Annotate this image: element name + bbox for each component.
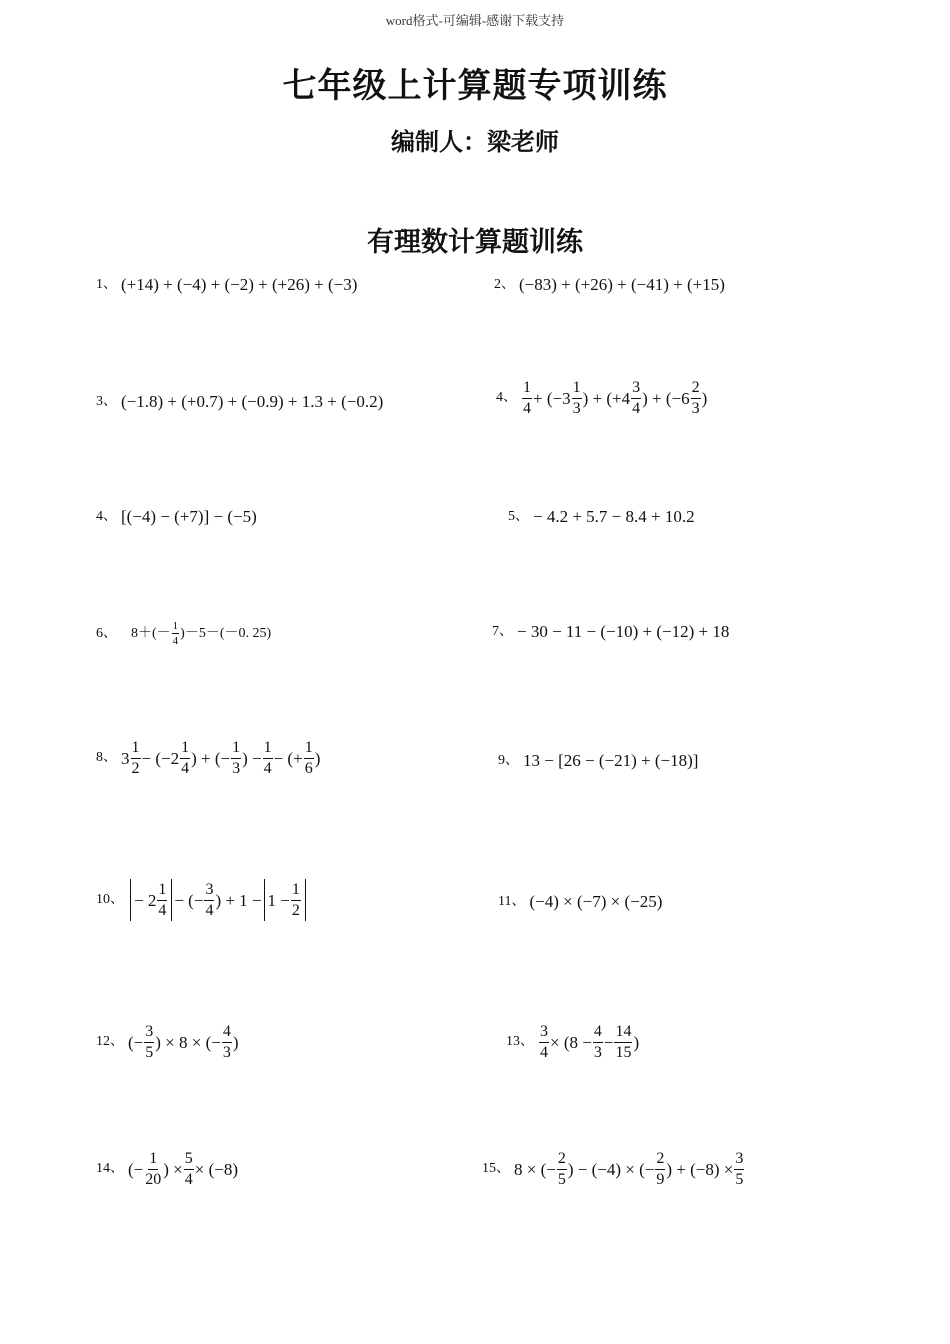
section-title: 有理数计算题训练 (367, 227, 583, 258)
fraction: $\frac{3}{5}$ (145, 1023, 154, 1061)
expression-part: − (−2 (141, 748, 180, 768)
fraction: $\frac{3}{4}$ (632, 379, 641, 417)
expression: − 30 − 11 − (−10) + (−12) + 18 (517, 622, 730, 641)
problem-number: 2、 (494, 276, 515, 292)
fraction: $\frac{1}{6}$ (304, 739, 313, 777)
problem-number: 6、 (96, 625, 117, 641)
problem-15 (482, 1150, 745, 1188)
expression-part: ) (314, 748, 321, 768)
fraction: $\frac{3}{5}$ (735, 1150, 744, 1188)
problem-6 (96, 620, 271, 647)
fraction: $\frac{2}{3}$ (691, 379, 700, 417)
expression-part: 1 − (267, 890, 290, 910)
problem-number: 1、 (96, 276, 117, 292)
fraction: $\frac{3}{4}$ (205, 881, 214, 919)
problem-10 (96, 879, 308, 921)
fraction: $\frac{14}{15}$ (615, 1023, 632, 1061)
expression-part: − 2 (134, 890, 157, 910)
expression-part: )－5－(－0. 25) (180, 625, 272, 641)
expression: [(−4) − (+7)] − (−5) (121, 507, 257, 526)
absolute-value (130, 879, 172, 921)
expression-part: ) + (− (191, 748, 231, 768)
expression-part: ) (633, 1032, 640, 1052)
expression-part: + (−3 (533, 388, 571, 408)
problem-number: 3、 (96, 393, 117, 409)
problem-number: 5、 (508, 508, 529, 524)
problem-5 (508, 508, 695, 525)
expression-part: − (603, 1032, 614, 1052)
expression-part: ) (701, 388, 708, 408)
problem-number: 10、 (96, 892, 124, 908)
expression-part: ) + 1 − (215, 890, 262, 910)
expression-part: ) + (−8) × (666, 1159, 734, 1179)
fraction: $\frac{1}{4}$ (523, 379, 531, 417)
expression-part: ) × 8 × (− (155, 1032, 221, 1052)
expression: (+14) + (−4) + (−2) + (+26) + (−3) (121, 275, 358, 294)
problem-1 (96, 276, 357, 293)
expression-part: ) × (163, 1159, 183, 1179)
problem-12 (96, 1023, 239, 1061)
expression-part: 8＋(－ (131, 625, 171, 641)
fraction: $\frac{1}{2}$ (131, 739, 140, 777)
expression-part: − (− (174, 890, 204, 910)
fraction: $\frac{2}{9}$ (656, 1150, 665, 1188)
expression-part: − (+ (273, 748, 303, 768)
expression: (−83) + (+26) + (−41) + (+15) (519, 275, 725, 294)
fraction: $\frac{1}{4}$ (172, 620, 179, 648)
expression-part: 8 × (− (514, 1159, 556, 1179)
fraction: $\frac{1}{20}$ (145, 1150, 162, 1188)
problem-9 (498, 752, 698, 769)
problem-14 (96, 1150, 238, 1188)
problem-4a (496, 379, 707, 417)
fraction: $\frac{1}{4}$ (158, 881, 167, 919)
expression-part: × (−8) (194, 1159, 238, 1179)
absolute-value (264, 879, 306, 921)
fraction: $\frac{5}{4}$ (184, 1150, 193, 1188)
problem-number: 14、 (96, 1161, 124, 1177)
header-note: word格式-可编辑-感谢下载支持 (385, 13, 565, 28)
problem-number: 4、 (96, 508, 117, 524)
expression: − 4.2 + 5.7 − 8.4 + 10.2 (533, 507, 695, 526)
fraction: $\frac{1}{3}$ (572, 379, 581, 417)
expression-part: × (8 − (550, 1032, 592, 1052)
problem-number: 12、 (96, 1034, 124, 1050)
problem-number: 9、 (498, 752, 519, 768)
problem-number: 11、 (498, 893, 526, 909)
expression-part: (− (128, 1159, 144, 1179)
expression-part: ) − (242, 748, 262, 768)
problem-13 (506, 1023, 639, 1061)
problem-11 (498, 893, 662, 910)
fraction: $\frac{1}{4}$ (263, 739, 272, 777)
problem-2 (494, 276, 725, 293)
problem-8 (96, 739, 320, 777)
problem-3 (96, 393, 383, 410)
problem-number: 15、 (482, 1161, 510, 1177)
expression: 13 − [26 − (−21) + (−18)] (523, 751, 699, 770)
problem-4b (96, 508, 257, 525)
fraction: $\frac{1}{3}$ (232, 739, 241, 777)
fraction: $\frac{1}{2}$ (291, 881, 300, 919)
expression: (−1.8) + (+0.7) + (−0.9) + 1.3 + (−0.2) (121, 392, 384, 411)
expression-part: ) + (−6 (642, 388, 690, 408)
page-title: 七年级上计算题专项训练 (282, 66, 668, 106)
fraction: $\frac{4}{3}$ (593, 1023, 602, 1061)
expression-part: (− (128, 1032, 144, 1052)
problem-number: 7、 (492, 623, 513, 639)
fraction: $\frac{2}{5}$ (557, 1150, 566, 1188)
fraction: $\frac{4}{3}$ (222, 1023, 231, 1061)
expression-part: ) + (+4 (582, 388, 631, 408)
expression: (−4) × (−7) × (−25) (529, 892, 663, 911)
expression-part: 3 (121, 748, 130, 768)
problem-number: 4、 (496, 390, 517, 406)
problem-7 (492, 623, 729, 640)
fraction: $\frac{3}{4}$ (540, 1023, 548, 1061)
author-line: 编制人：梁老师 (391, 128, 559, 156)
fraction: $\frac{1}{4}$ (181, 739, 190, 777)
expression-part: ) − (−4) × (− (567, 1159, 655, 1179)
expression-part: ) (232, 1032, 239, 1052)
problem-number: 13、 (506, 1034, 534, 1050)
problem-number: 8、 (96, 750, 117, 766)
